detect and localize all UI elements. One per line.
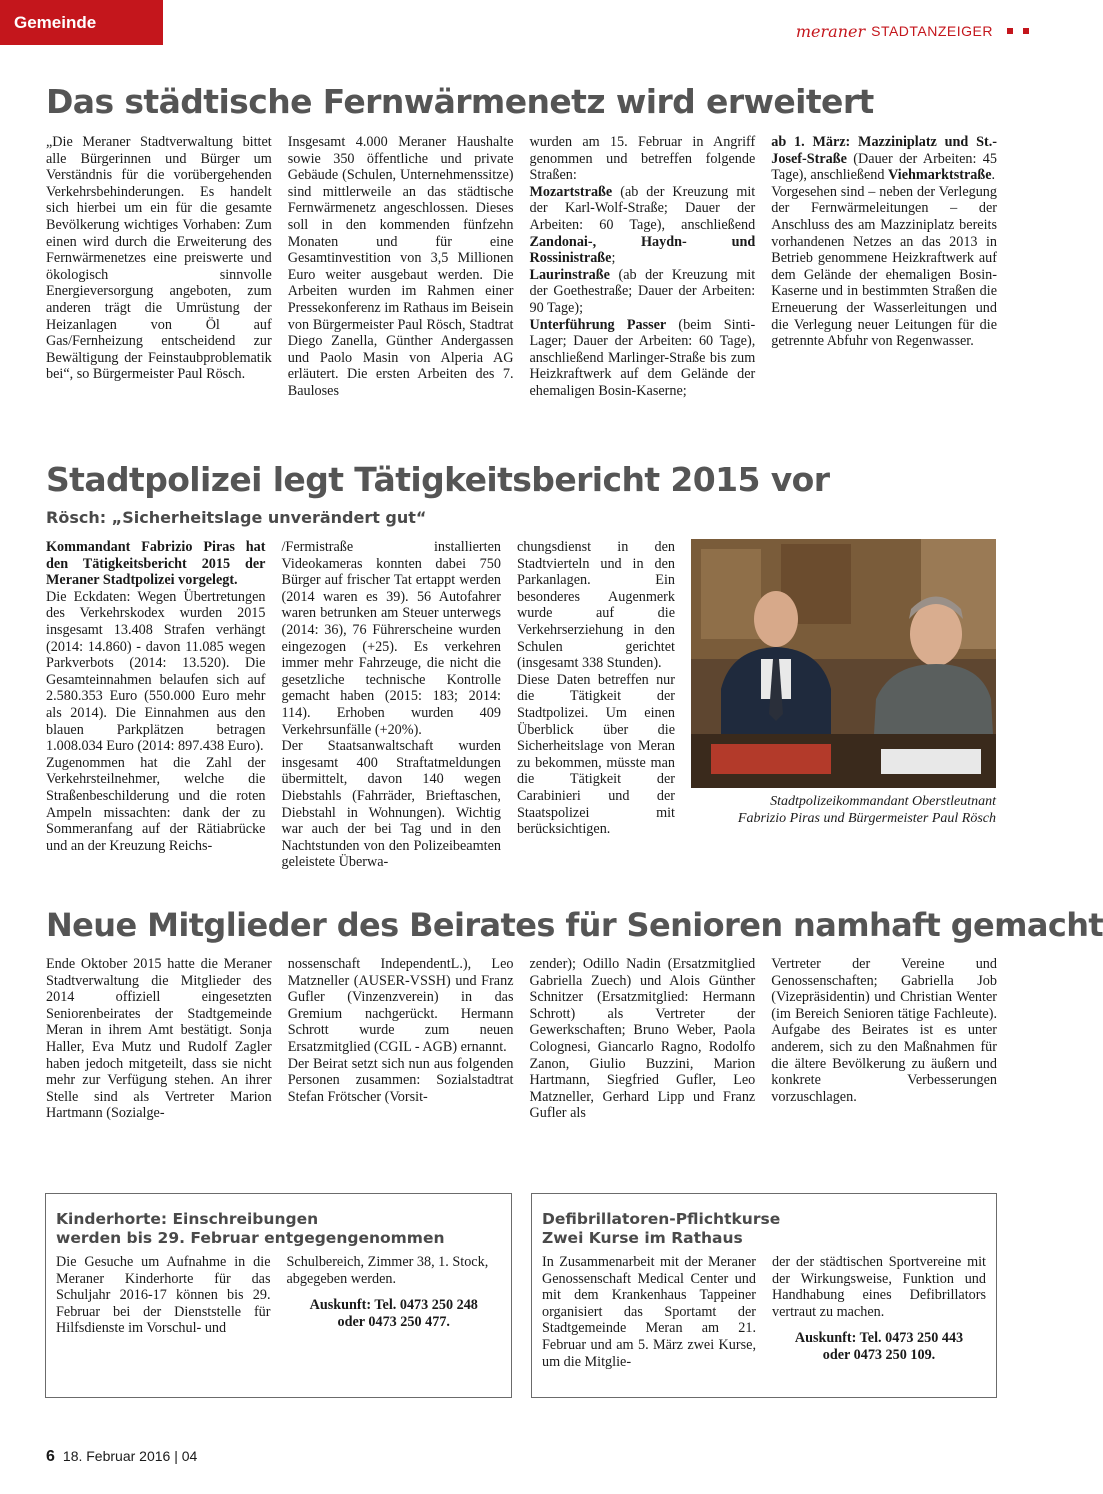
article2-body	[46, 539, 675, 871]
box1-col2: Schulbereich, Zimmer 38, 1. Stock, abgegeben werden. Auskunft: Tel. 0473 250 248 oder 0473 250 477.	[286, 1254, 489, 1330]
article2-subheadline: Rösch: „Sicherheitslage unverändert gut“	[46, 508, 427, 527]
masthead-paper: STADTANZEIGER	[871, 23, 993, 39]
box2-title: Defibrillatoren-Pflichtkurse Zwei Kurse im Rathaus	[542, 1210, 781, 1247]
article3-body	[46, 956, 997, 1136]
article2-col1: Kommandant Fabrizio Piras hat den Tätigkeitsbericht 2015 der Meraner Stadtpolizei vorgelegt. Die Eckdaten: Wegen Übertretungen des Verkehrskodex wurden 2015 insgesamt 13.408 Strafen verhängt (2014: 14.860) - davon 11.085 wegen Parkverbots (2014: 13.520). Die Gesamteinnahmen belaufen sich auf 2.580.353 Euro (550.000 Euro mehr als 2014). Die Einnahmen aus den blauen Parkplätzen betragen 1.008.034 Euro (2014: 897.438 Euro). Zugenommen hat die Zahl der Verkehrsteilnehmer, welche die Straßenbeschilderung und die roten Ampeln missachten: dank der zu Sommeranfang auf der Rätiabrücke und an der Kreuzung Reichs-	[46, 539, 266, 854]
article1-body	[46, 134, 997, 424]
article1-col1: „Die Meraner Stadtverwaltung bittet alle Bürgerinnen und Bürger um Verständnis für die vorübergehenden Verkehrsbehinderungen. Es handelt sich hierbei um ein für die gesamte Bevölkerung wichtiges Vorhaben: Zum einen wird durch die Erweiterung des Fernwärmenetzes eine preiswerte und ökologisch sinnvolle Energieversorgung angeboten, zum anderen trägt die Umrüstung der Heizanlagen von Öl auf Gas/Fernheizung entscheidend zur Bewältigung der Feinstaubproblematik bei“, so Bürgermeister Paul Rösch.	[46, 134, 272, 383]
photo-caption: Stadtpolizeikommandant Oberstleutnant Fabrizio Piras und Bürgermeister Paul Rösch	[737, 794, 996, 826]
article3-col3: zender); Odillo Nadin (Ersatzmitglied Gabriella Zuech) und Alois Günther Schnitzer (Ersatzmitglied: Hermann Schrott) als Vertreter der Gewerkschaften; Bruno Weber, Paola Colognesi, Giancarlo Ragno, Rodolfo Zanon, Giulio Buzzini, Marion Hartmann, Siegfried Gufler, Leo Matzneller, Gerhard Lipp und Franz Gufler als	[529, 956, 756, 1122]
box2-col1: In Zusammenarbeit mit der Meraner Genossenschaft Medical Center und mit dem Krankenhaus Tappeiner organisiert das Sportamt der Stadtgemeinde Meran am 21. Februar und am 5. März zwei Kurse, um die Mitglie-	[542, 1254, 756, 1370]
square-icon	[1023, 28, 1029, 34]
article1-headline: Das städtische Fernwärmenetz wird erweitert	[46, 82, 874, 121]
kinderhorte-box	[45, 1193, 512, 1398]
masthead	[796, 20, 1029, 42]
square-icon	[1007, 28, 1013, 34]
article1-col3: wurden am 15. Februar in Angriff genommen und betreffen folgende Straßen: Mozartstraße (ab der Kreuzung mit der Karl-Wolf-Straße; Dauer der Arbeiten: 60 Tage), anschließend Zandonai-, Haydn- und Rossinistraße; Laurinstraße (ab der Kreuzung mit der Goethestraße; Dauer der Arbeiten: 90 Tage); Unterführung Passer (beim Sinti-Lager; Dauer der Arbeiten: 60 Tage), anschließend Marlinger-Straße bis zum Heizkraftwerk auf dem Gelände der ehemaligen Bosin-Kaserne;	[529, 134, 756, 399]
issue-date: 18. Februar 2016 | 04	[62, 1448, 198, 1464]
page-footer	[46, 1448, 197, 1466]
police-photo	[691, 539, 996, 788]
box2-col2: der der städtischen Sportvereine mit der Wirkungsweise, Funktion und Handhabung eines Defibrillators vertraut zu machen. Auskunft: Tel. 0473 250 443 oder 0473 250 109.	[772, 1254, 986, 1363]
article3-col2: nossenschaft IndependentL.), Leo Matzneller (AUSER-VSSH) und Franz Gufler (Vinzenzverein) in das Gremium nachgerückt. Hermann Schrott wurde zum neuen Ersatzmitglied (CGIL - AGB) ernannt. Der Beirat setzt sich nun aus folgenden Personen zusammen: Sozialstadtrat Stefan Frötscher (Vorsit-	[287, 956, 514, 1105]
page-number: 6	[46, 1448, 55, 1465]
article3-col1: Ende Oktober 2015 hatte die Meraner Stadtverwaltung die Mitglieder des 2014 offiziell eingesetzten Seniorenbeirates der Stadtgemeinde Meran in ihrem Amt bestätigt. Sonja Haller, Eva Mutz und Rudolf Zagler haben jedoch mitgeteilt, dass sie nicht mehr zur Verfügung stehen. An ihrer Stelle sind als Vertreter Marion Hartmann (Sozialge-	[46, 956, 272, 1122]
masthead-name: meraner	[795, 21, 866, 41]
article2-col2: /Fermistraße installierten Videokameras konnten dabei 750 Bürger auf frischer Tat ertappt werden (2014 waren es 39). 56 Autofahrer waren betrunken am Steuer unterwegs (2014: 36), 76 Führerscheine wurden eingezogen (+25). Es verkehren immer mehr Fahrzeuge, die nicht die gesetzliche technische Kontrolle gemacht haben (2015: 183; 2014: 114). Erhoben wurden 409 Verkehrsunfälle (+20%). Der Staatsanwaltschaft wurden insgesamt 400 Straftatmeldungen übermittelt, davon 140 wegen Diebstahls (Fahrräder, Brieftaschen, Diebstahl in Wohnungen). Wichtig war auch der bei Tag und in den Nachtstunden von den Polizeibeamten geleistete Überwa-	[281, 539, 501, 871]
article1-col2: Insgesamt 4.000 Meraner Haushalte sowie 350 öffentliche und private Gebäude (Schulen, Unternehmenssitze) sind mittlerweile an das städtische Fernwärmenetz angeschlossen. Dieses soll in den kommenden fünfzehn Monaten und für eine Gesamtinvestition von 3,5 Millionen Euro weiter ausgebaut werden. Die Arbeiten wurden im Rahmen einer Pressekonferenz im Rathaus im Beisein von Bürgermeister Paul Rösch, Stadtrat Diego Zanella, Günther Andergassen und Paolo Masin von Alperia AG erläutert. Die ersten Arbeiten des 7. Bauloses	[287, 134, 514, 399]
box1-title: Kinderhorte: Einschreibungen werden bis 29. Februar entgegengenommen	[56, 1210, 445, 1247]
section-tab: Gemeinde	[0, 0, 163, 45]
article2-col3: chungsdienst in den Stadtvierteln und in den Parkanlagen. Ein besonderes Augenmerk wurde auf die Verkehrserziehung in den Schulen gerichtet (insgesamt 338 Stunden). Diese Daten betreffen nur die Tätigkeit der Stadtpolizei. Um einen Überblick über die Sicherheitslage von Meran zu bekommen, müsste man die Tätigkeit der Carabinieri und der Staatspolizei mit berücksichtigen.	[516, 539, 675, 838]
article3-headline: Neue Mitglieder des Beirates für Senioren namhaft gemacht	[46, 906, 1103, 944]
defibrillatoren-box	[531, 1193, 997, 1398]
box1-col1: Die Gesuche um Aufnahme in die Meraner Kinderhorte für das Schuljahr 2016-17 können bis 29. Februar bei der Dienststelle für Hilfsdienste im Vorschul- und	[56, 1254, 271, 1337]
article3-col4: Vertreter der Vereine und Genossenschaften; Gabriella Job (Vizepräsidentin) und Christian Wenter (im Bereich Senioren tätige Fachleute). Aufgabe des Beirates ist es unter anderem, sich zu den Maßnahmen für die ältere Bevölkerung zu äußern und konkrete Verbesserungen vorzuschlagen.	[771, 956, 997, 1105]
article2-headline: Stadtpolizei legt Tätigkeitsbericht 2015 vor	[46, 460, 830, 499]
article1-col4: ab 1. März: Mazziniplatz und St.-Josef-Straße (Dauer der Arbeiten: 45 Tage), anschließend Viehmarktstraße. Vorgesehen sind – neben der Verlegung der Fernwärmeleitungen – der Anschluss des am Mazziniplatz bereits vorhandenen Netzes an das 2013 in Betrieb genommene Heizkraftwerk auf dem Gelände der ehemaligen Bosin-Kaserne und in bestimmten Straßen die Erneuerung der Wasserleitungen und die Verlegung neuer Leitungen für die getrennte Abfuhr von Regenwasser.	[771, 134, 997, 350]
